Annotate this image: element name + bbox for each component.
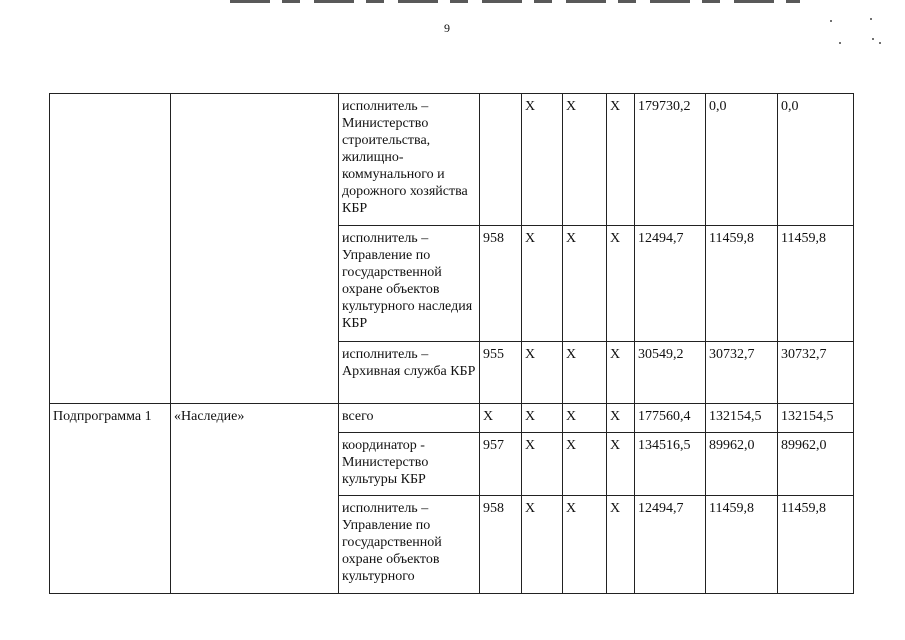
grbs-cell: 957 xyxy=(480,433,522,496)
responsible-cell: исполнитель – Министерство строительства, жилищно-коммунального и дорожного хозяйства КБР xyxy=(339,94,480,226)
vr-cell: X xyxy=(607,433,635,496)
rz-cell: X xyxy=(522,94,563,226)
grbs-cell: X xyxy=(480,404,522,433)
cs-cell: X xyxy=(563,226,607,342)
scan-artifact-top-edge xyxy=(230,0,800,3)
grbs-cell: 958 xyxy=(480,496,522,594)
year1-value: 30549,2 xyxy=(635,342,706,404)
funding-table xyxy=(49,93,854,594)
vr-cell: X xyxy=(607,94,635,226)
grbs-cell: 958 xyxy=(480,226,522,342)
year3-value: 11459,8 xyxy=(778,496,854,594)
year1-value: 177560,4 xyxy=(635,404,706,433)
table-row xyxy=(50,94,854,226)
rz-cell: X xyxy=(522,496,563,594)
vr-cell: X xyxy=(607,226,635,342)
responsible-cell: всего xyxy=(339,404,480,433)
year1-value: 12494,7 xyxy=(635,496,706,594)
cs-cell: X xyxy=(563,404,607,433)
year3-value: 89962,0 xyxy=(778,433,854,496)
year3-value: 11459,8 xyxy=(778,226,854,342)
program-cell xyxy=(50,94,171,404)
year1-value: 179730,2 xyxy=(635,94,706,226)
rz-cell: X xyxy=(522,226,563,342)
year1-value: 134516,5 xyxy=(635,433,706,496)
cs-cell: X xyxy=(563,94,607,226)
cs-cell: X xyxy=(563,496,607,594)
rz-cell: X xyxy=(522,433,563,496)
responsible-cell: исполнитель – Управление по государственной охране объектов культурного наследия КБР xyxy=(339,226,480,342)
scan-speck xyxy=(830,20,832,22)
cs-cell: X xyxy=(563,433,607,496)
year1-value: 12494,7 xyxy=(635,226,706,342)
year3-value: 30732,7 xyxy=(778,342,854,404)
scan-speck xyxy=(870,18,872,20)
name-cell xyxy=(171,94,339,404)
vr-cell: X xyxy=(607,342,635,404)
year3-value: 0,0 xyxy=(778,94,854,226)
scan-speck xyxy=(872,38,874,40)
year2-value: 11459,8 xyxy=(706,226,778,342)
table-row xyxy=(50,404,854,433)
rz-cell: X xyxy=(522,404,563,433)
scan-speck xyxy=(879,42,881,44)
responsible-cell: исполнитель – Архивная служба КБР xyxy=(339,342,480,404)
responsible-cell: исполнитель – Управление по государственной охране объектов культурного xyxy=(339,496,480,594)
year2-value: 0,0 xyxy=(706,94,778,226)
vr-cell: X xyxy=(607,496,635,594)
year2-value: 132154,5 xyxy=(706,404,778,433)
grbs-cell: 955 xyxy=(480,342,522,404)
rz-cell: X xyxy=(522,342,563,404)
vr-cell: X xyxy=(607,404,635,433)
name-cell: «Наследие» xyxy=(171,404,339,594)
program-cell: Подпрограмма 1 xyxy=(50,404,171,594)
year2-value: 30732,7 xyxy=(706,342,778,404)
year2-value: 11459,8 xyxy=(706,496,778,594)
cs-cell: X xyxy=(563,342,607,404)
page-number: 9 xyxy=(444,21,450,35)
scan-speck xyxy=(839,42,841,44)
grbs-cell xyxy=(480,94,522,226)
responsible-cell: координатор - Министерство культуры КБР xyxy=(339,433,480,496)
year2-value: 89962,0 xyxy=(706,433,778,496)
year3-value: 132154,5 xyxy=(778,404,854,433)
